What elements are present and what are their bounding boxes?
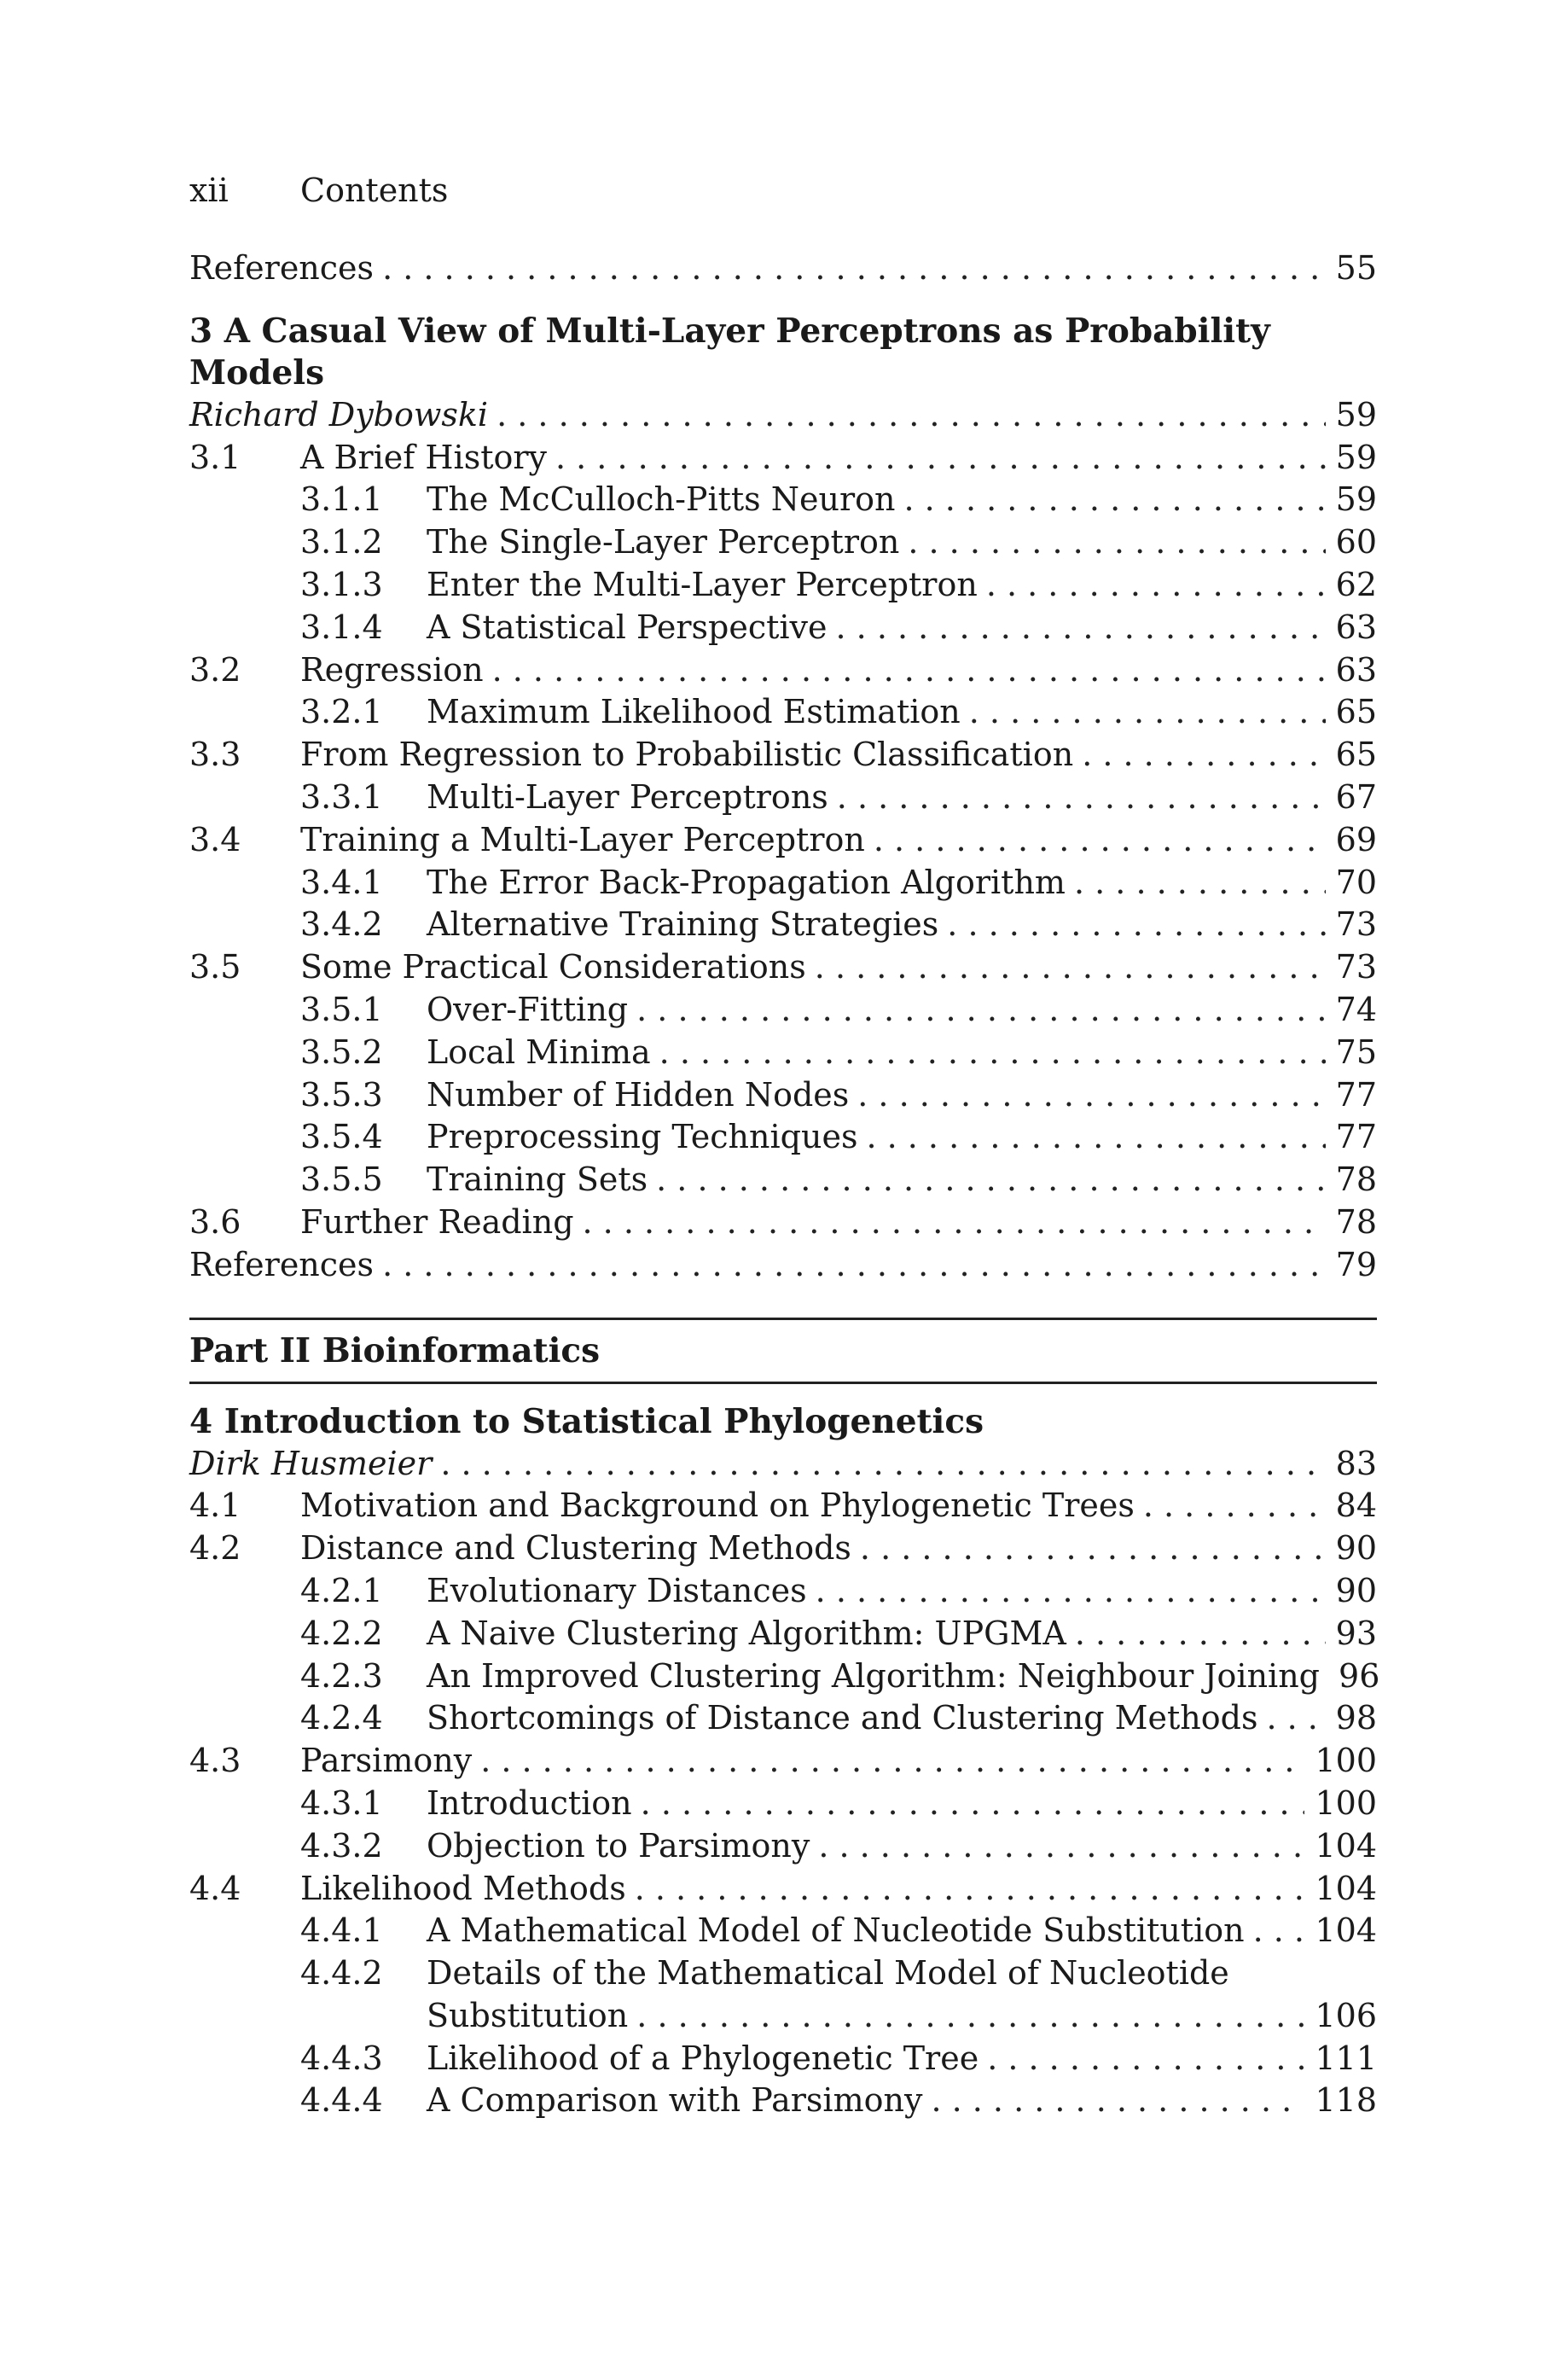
toc-entry-title: Local Minima (427, 1033, 651, 1071)
toc-entry-3-4[interactable] (189, 819, 1377, 862)
toc-entry-number: 4.2.4 (300, 1699, 383, 1737)
toc-entry-title: Parsimony (300, 1742, 473, 1780)
toc-entry-number: 4.2.2 (300, 1614, 383, 1652)
toc-entry-number: 3.2.1 (300, 693, 383, 731)
toc-entry-3-6[interactable] (189, 1201, 1377, 1244)
toc-entry-4-4-1[interactable] (189, 1910, 1377, 1952)
toc-entry-number: 3.1 (189, 438, 241, 476)
toc-entry-title: A Brief History (300, 438, 547, 476)
dot-leader (659, 1032, 1326, 1074)
part-2-heading[interactable]: Part II Bioinformatics (189, 1318, 1377, 1384)
dot-leader (837, 777, 1326, 819)
dot-leader (815, 946, 1326, 989)
toc-entry-number: 4.2.3 (300, 1656, 383, 1695)
toc-entry-number: 4.3.1 (300, 1783, 383, 1822)
dot-leader (860, 1527, 1326, 1570)
author-name: Dirk Husmeier (189, 1444, 433, 1482)
chapter-3-entries (189, 437, 1377, 1244)
toc-entry-title: Regression (300, 650, 484, 689)
toc-entry-page: 59 (1335, 395, 1377, 433)
toc-entry-number: 3.5.1 (300, 990, 383, 1028)
chapter-4-heading[interactable]: 4 Introduction to Statistical Phylogenetics (189, 1401, 984, 1441)
toc-entry-title: The Error Back-Propagation Algorithm (427, 863, 1066, 901)
author-name: Richard Dybowski (189, 395, 489, 433)
toc-entry-4-2-4[interactable] (189, 1697, 1377, 1740)
dot-leader (382, 1244, 1326, 1287)
toc-entry-page: 75 (1335, 1033, 1377, 1071)
toc-entry-title: References (189, 249, 375, 287)
toc-entry-page: 78 (1335, 1161, 1377, 1199)
toc-entry-number: 3.5.5 (300, 1161, 383, 1199)
toc-entry-page: 106 (1315, 1996, 1377, 2034)
toc-entry-page: 77 (1335, 1118, 1377, 1156)
toc-entry-title: Introduction (427, 1783, 632, 1822)
toc-entry-3-5[interactable] (189, 946, 1377, 989)
toc-entry-page: 118 (1315, 2081, 1377, 2120)
toc-entry-4-1[interactable] (189, 1485, 1377, 1527)
toc-entry-title: Multi-Layer Perceptrons (427, 777, 828, 816)
toc-entry-page: 63 (1335, 608, 1377, 646)
toc-entry-number: 4.4.4 (300, 2081, 383, 2120)
toc-entry-title: References (189, 1245, 375, 1283)
toc-entry-number: 4.3.2 (300, 1826, 383, 1865)
dot-leader (656, 1159, 1326, 1201)
toc-entry-number: 3.1.3 (300, 565, 383, 603)
toc-entry-4-2-2[interactable] (189, 1613, 1377, 1655)
toc-entry-number: 3.2 (189, 650, 241, 689)
toc-entry-title: A Statistical Perspective (427, 608, 828, 646)
toc-entry-page: 65 (1335, 736, 1377, 774)
toc-entry-3-4-1[interactable] (189, 862, 1377, 905)
toc-entry-number: 3.5.3 (300, 1075, 383, 1114)
dot-leader (1266, 1697, 1325, 1740)
toc-entry-title: A Naive Clustering Algorithm: UPGMA (427, 1614, 1066, 1652)
toc-entry-3-3-1[interactable] (189, 777, 1377, 819)
toc-entry-page: 79 (1335, 1245, 1377, 1283)
dot-leader (583, 1201, 1326, 1244)
header-title: Contents (300, 172, 449, 209)
toc-entry-page: 98 (1335, 1699, 1377, 1737)
toc-entry-title: Further Reading (300, 1202, 574, 1241)
toc-entry-title: A Comparison with Parsimony (427, 2081, 923, 2120)
dot-leader (816, 1570, 1326, 1613)
dot-leader (903, 479, 1325, 521)
toc-entry-number: 4.2 (189, 1529, 241, 1568)
header-page-number: xii (189, 172, 229, 209)
toc-entry-title: A Mathematical Model of Nucleotide Substitution (427, 1911, 1245, 1950)
dot-leader (969, 691, 1326, 734)
toc-entry-3-5-2[interactable] (189, 1032, 1377, 1074)
toc-entry-number: 3.5 (189, 948, 241, 986)
toc-entry-3-1-1[interactable] (189, 479, 1377, 521)
toc-entry-page: 70 (1335, 863, 1377, 901)
toc-entry-title: Enter the Multi-Layer Perceptron (427, 565, 978, 603)
dot-leader (908, 521, 1325, 564)
toc-entry-number: 4.3 (189, 1742, 241, 1780)
toc-entry-3-4-2[interactable] (189, 904, 1377, 946)
toc-entry-page: 96 (1339, 1656, 1380, 1695)
toc-entry-page: 73 (1335, 948, 1377, 986)
toc-entry-references-ch3[interactable] (189, 1244, 1377, 1287)
dot-leader (480, 1740, 1304, 1783)
toc-entry-number: 3.5.2 (300, 1033, 383, 1071)
dot-leader (857, 1074, 1325, 1117)
toc-entry-page: 63 (1335, 650, 1377, 689)
toc-entry-number: 4.4.3 (300, 2039, 383, 2077)
toc-entry-title: Over-Fitting (427, 990, 629, 1028)
toc-entry-page: 62 (1335, 565, 1377, 603)
toc-entry-page: 55 (1335, 249, 1377, 287)
toc-entry-title: Training Sets (427, 1161, 648, 1199)
toc-entry-page: 100 (1315, 1742, 1377, 1780)
toc-entry-page: 90 (1335, 1529, 1377, 1568)
toc-entry-3-2-1[interactable] (189, 691, 1377, 734)
toc-entry-page: 67 (1335, 777, 1377, 816)
toc-entry-title: An Improved Clustering Algorithm: Neighbour Joining (427, 1656, 1321, 1695)
toc-entry-page: 93 (1335, 1614, 1377, 1652)
toc-entry-title: Likelihood of a Phylogenetic Tree (427, 2039, 979, 2077)
toc-entry-number: 3.1.1 (300, 480, 383, 519)
toc-entry-4-3-2[interactable] (189, 1825, 1377, 1868)
toc-entry-title: Alternative Training Strategies (427, 905, 939, 944)
toc-entry-3-1[interactable] (189, 437, 1377, 480)
toc-entry-page: 60 (1335, 523, 1377, 561)
toc-entry-number: 4.4 (189, 1869, 241, 1907)
dot-leader (1253, 1910, 1305, 1952)
dot-leader (947, 904, 1325, 946)
toc-entry-title: Shortcomings of Distance and Clustering Methods (427, 1699, 1258, 1737)
toc-entry-page: 83 (1335, 1444, 1377, 1482)
toc-entry-number: 3.4.1 (300, 863, 383, 901)
toc-entry-title: Preprocessing Techniques (427, 1118, 858, 1156)
toc-entry-3-1-3[interactable] (189, 564, 1377, 607)
toc-entry-3-2[interactable] (189, 649, 1377, 692)
toc-entry-page: 100 (1315, 1783, 1377, 1822)
toc-entry-number: 4.2.1 (300, 1571, 383, 1609)
toc-entry-page: 59 (1335, 480, 1377, 519)
chapter-4-entries (189, 1485, 1380, 1952)
dot-leader (636, 989, 1326, 1032)
toc-entry-references-top[interactable] (189, 247, 1377, 290)
dot-leader (492, 649, 1326, 692)
dot-leader (382, 247, 1326, 290)
toc-entry-3-5-4[interactable] (189, 1116, 1377, 1159)
chapter-3-author[interactable] (189, 394, 1377, 437)
toc-entry-3-1-4[interactable] (189, 607, 1377, 649)
toc-entry-page: 74 (1335, 990, 1377, 1028)
running-header (189, 171, 448, 210)
toc-entry-title-line2: Substitution (427, 1996, 629, 2034)
toc-entry-page: 78 (1335, 1202, 1377, 1241)
dot-leader (497, 394, 1326, 437)
toc-entry-3-1-2[interactable] (189, 521, 1377, 564)
toc-entry-page: 104 (1315, 1869, 1377, 1907)
toc-entry-number: 3.5.4 (300, 1118, 383, 1156)
toc-entry-page: 104 (1315, 1826, 1377, 1865)
toc-entry-number: 3.1.4 (300, 608, 383, 646)
toc-entry-page: 59 (1335, 438, 1377, 476)
table-of-contents (189, 247, 1380, 2122)
toc-entry-4-2[interactable] (189, 1527, 1377, 1570)
toc-entry-page: 111 (1315, 2039, 1377, 2077)
toc-entry-title: Motivation and Background on Phylogenetic Trees (300, 1487, 1135, 1525)
dot-leader (818, 1825, 1304, 1868)
chapter-3-heading[interactable]: 3 A Casual View of Multi-Layer Perceptrons as Probability Models (189, 311, 1270, 393)
toc-entry-4-4-2[interactable] (189, 1952, 1377, 1995)
toc-entry-3-3[interactable] (189, 734, 1377, 777)
dot-leader (931, 2080, 1304, 2122)
dot-leader (836, 607, 1326, 649)
dot-leader (866, 1116, 1325, 1159)
toc-entry-4-2-1[interactable] (189, 1570, 1377, 1613)
toc-entry-number: 3.4.2 (300, 905, 383, 944)
toc-entry-page: 77 (1335, 1075, 1377, 1114)
toc-entry-number: 4.4.1 (300, 1911, 383, 1950)
dot-leader (987, 2038, 1304, 2080)
dot-leader (1075, 1613, 1326, 1655)
toc-entry-number: 4.1 (189, 1487, 241, 1525)
dot-leader (1082, 734, 1325, 777)
toc-entry-page: 69 (1335, 820, 1377, 858)
toc-entry-4-2-3[interactable] (189, 1655, 1380, 1698)
toc-entry-title: Evolutionary Distances (427, 1571, 807, 1609)
dot-leader (635, 1868, 1305, 1911)
toc-entry-title: The McCulloch-Pitts Neuron (427, 480, 896, 519)
dot-leader (440, 1443, 1325, 1486)
dot-leader (641, 1783, 1305, 1825)
toc-entry-4-3-1[interactable] (189, 1783, 1377, 1825)
toc-entry-title: Likelihood Methods (300, 1869, 626, 1907)
toc-entry-title: The Single-Layer Perceptron (427, 523, 900, 561)
toc-entry-page: 84 (1335, 1487, 1377, 1525)
toc-entry-title: Number of Hidden Nodes (427, 1075, 850, 1114)
toc-entry-4-4-3[interactable] (189, 2038, 1377, 2080)
toc-entry-number: 3.6 (189, 1202, 241, 1241)
dot-leader (986, 564, 1326, 607)
toc-entry-4-4[interactable] (189, 1868, 1377, 1911)
toc-entry-title: Distance and Clustering Methods (300, 1529, 851, 1568)
toc-entry-3-5-5[interactable] (189, 1159, 1377, 1201)
toc-entry-title-line1: Details of the Mathematical Model of Nucleotide (427, 1954, 1229, 1993)
dot-leader (636, 1995, 1304, 2038)
chapter-4-author[interactable] (189, 1443, 1377, 1486)
toc-entry-number: 3.1.2 (300, 523, 383, 561)
toc-entry-3-5-3[interactable] (189, 1074, 1377, 1117)
toc-entry-number: 3.4 (189, 820, 241, 858)
toc-entry-4-4-2-cont[interactable] (189, 1995, 1377, 2038)
dot-leader (1074, 862, 1326, 905)
toc-entry-number: 3.3.1 (300, 777, 383, 816)
toc-entry-number: 3.3 (189, 736, 241, 774)
toc-entry-3-5-1[interactable] (189, 989, 1377, 1032)
chapter-4-entries-tail (189, 2038, 1377, 2123)
toc-entry-4-3[interactable] (189, 1740, 1377, 1783)
toc-entry-title: From Regression to Probabilistic Classification (300, 736, 1074, 774)
toc-entry-title: Objection to Parsimony (427, 1826, 810, 1865)
dot-leader (1143, 1485, 1326, 1527)
toc-entry-title: Some Practical Considerations (300, 948, 806, 986)
toc-entry-4-4-4[interactable] (189, 2080, 1377, 2122)
toc-entry-page: 73 (1335, 905, 1377, 944)
dot-leader (555, 437, 1326, 480)
toc-entry-title: Maximum Likelihood Estimation (427, 693, 961, 731)
toc-entry-page: 104 (1315, 1911, 1377, 1950)
toc-entry-title: Training a Multi-Layer Perceptron (300, 820, 865, 858)
dot-leader (874, 819, 1326, 862)
toc-entry-number: 4.4.2 (300, 1954, 383, 1993)
toc-entry-page: 65 (1335, 693, 1377, 731)
toc-entry-page: 90 (1335, 1571, 1377, 1609)
